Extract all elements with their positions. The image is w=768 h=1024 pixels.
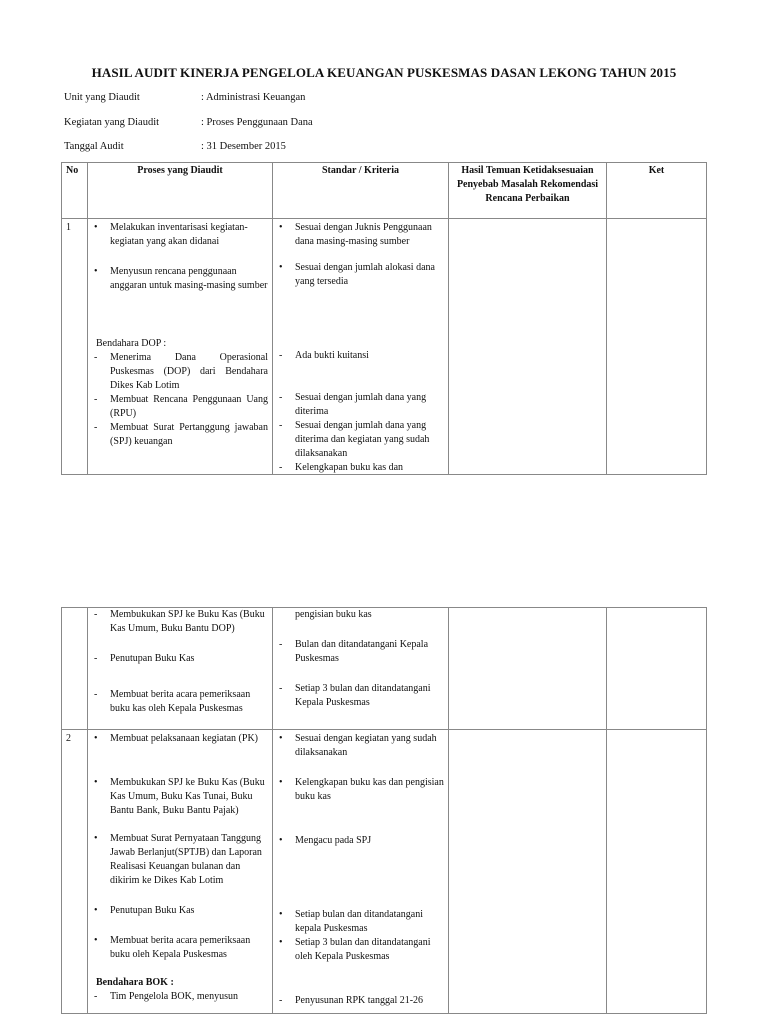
list-item-continued: pengisian buku kas bbox=[295, 609, 372, 620]
document-title: HASIL AUDIT KINERJA PENGELOLA KEUANGAN PUSKESMAS DASAN LEKONG TAHUN 2015 bbox=[91, 65, 677, 80]
list-item: - Membuat Surat Pertanggung jawaban (SPJ) keuangan bbox=[92, 421, 268, 449]
table-row bbox=[62, 219, 707, 475]
list-item: • Membuat berita acara pemeriksaan buku oleh Kepala Puskesmas bbox=[92, 934, 268, 962]
meta-tanggal: Tanggal Audit : 31 Desember 2015 bbox=[64, 141, 286, 152]
list-item: - Penyusunan RPK tanggal 21-26 bbox=[277, 994, 444, 1008]
row2-no: 2 bbox=[62, 730, 88, 1014]
list-item: • Setiap bulan dan ditandatangani kepala Puskesmas bbox=[277, 908, 444, 936]
list-item: • Kelengkapan buku kas dan pengisian buku kas bbox=[277, 776, 444, 804]
list-item: • Membuat Surat Pernyataan Tanggung Jawab Berlanjut(SPTJB) dan Laporan Realisasi Keuangan bulanan dan dikirim ke Dikes Kab Lotim bbox=[92, 832, 268, 888]
list-item: - Membukukan SPJ ke Buku Kas (Buku Kas Umum, Buku Bantu DOP) bbox=[92, 608, 268, 636]
list-item: • Penutupan Buku Kas bbox=[92, 904, 268, 918]
list-item: - Membuat berita acara pemeriksaan buku kas oleh Kepala Puskesmas bbox=[92, 688, 268, 716]
row1-cont-proses bbox=[88, 608, 273, 730]
meta-unit: Unit yang Diaudit : Administrasi Keuangan bbox=[64, 92, 306, 103]
list-item: • Membuat pelaksanaan kegiatan (PK) bbox=[92, 732, 268, 746]
row1-proses bbox=[88, 219, 273, 475]
list-item: - Sesuai dengan jumlah dana yang diterima bbox=[277, 391, 444, 419]
row1-cont-standar bbox=[273, 608, 449, 730]
row1-cont-hasil bbox=[449, 608, 607, 730]
list-item: - Bulan dan ditandatangani Kepala Puskesmas bbox=[277, 638, 444, 666]
row2-hasil bbox=[449, 730, 607, 1014]
table-row bbox=[62, 730, 707, 1014]
list-item: • Mengacu pada SPJ bbox=[277, 834, 444, 848]
row2-proses bbox=[88, 730, 273, 1014]
row1-hasil bbox=[449, 219, 607, 475]
list-item: - Sesuai dengan jumlah dana yang diterima dan kegiatan yang sudah dilaksanakan bbox=[277, 419, 444, 461]
row2-standar bbox=[273, 730, 449, 1014]
list-item: • Melakukan inventarisasi kegiatan-kegiatan yang akan didanai bbox=[92, 221, 268, 249]
header-proses: Proses yang Diaudit bbox=[88, 163, 273, 219]
table-row bbox=[62, 608, 707, 730]
list-item: - Tim Pengelola BOK, menyusun bbox=[92, 990, 268, 1004]
header-no: No bbox=[62, 163, 88, 219]
section-label-bok: Bendahara BOK : bbox=[96, 977, 174, 988]
header-ket: Ket bbox=[607, 163, 707, 219]
list-item: - Menerima Dana Operasional Puskesmas (DOP) dari Bendahara Dikes Kab Lotim bbox=[92, 351, 268, 393]
section-label-dop: Bendahara DOP : bbox=[96, 338, 167, 349]
list-item: • Sesuai dengan kegiatan yang sudah dilaksanakan bbox=[277, 732, 444, 760]
audit-table-part-2 bbox=[61, 607, 707, 1014]
row1-ket bbox=[607, 219, 707, 475]
list-item: • Sesuai dengan Juknis Penggunaan dana masing-masing sumber bbox=[277, 221, 444, 249]
list-item: • Menyusun rencana penggunaan anggaran untuk masing-masing sumber bbox=[92, 265, 268, 293]
list-item: - Membuat Rencana Penggunaan Uang (RPU) bbox=[92, 393, 268, 421]
header-standar: Standar / Kriteria bbox=[273, 163, 449, 219]
row1-cont-no bbox=[62, 608, 88, 730]
list-item: • Sesuai dengan jumlah alokasi dana yang tersedia bbox=[277, 261, 444, 289]
list-item: - Penutupan Buku Kas bbox=[92, 652, 268, 666]
meta-kegiatan: Kegiatan yang Diaudit : Proses Penggunaan Dana bbox=[64, 117, 313, 128]
list-item: • Setiap 3 bulan dan ditandatangani oleh Kepala Puskesmas bbox=[277, 936, 444, 964]
list-item: - Setiap 3 bulan dan ditandatangani Kepala Puskesmas bbox=[277, 682, 444, 710]
row1-cont-ket bbox=[607, 608, 707, 730]
row1-no: 1 bbox=[62, 219, 88, 475]
row2-ket bbox=[607, 730, 707, 1014]
list-item: • Membukukan SPJ ke Buku Kas (Buku Kas Umum, Buku Kas Tunai, Buku Bantu Bank, Buku Bantu Pajak) bbox=[92, 776, 268, 818]
header-hasil: Hasil Temuan Ketidaksesuaian Penyebab Masalah Rekomendasi Rencana Perbaikan bbox=[449, 163, 607, 219]
table-header-row bbox=[62, 163, 707, 219]
list-item: - Kelengkapan buku kas dan bbox=[277, 461, 444, 475]
audit-table-part-1 bbox=[61, 162, 707, 475]
row1-standar bbox=[273, 219, 449, 475]
list-item: - Ada bukti kuitansi bbox=[277, 349, 444, 363]
